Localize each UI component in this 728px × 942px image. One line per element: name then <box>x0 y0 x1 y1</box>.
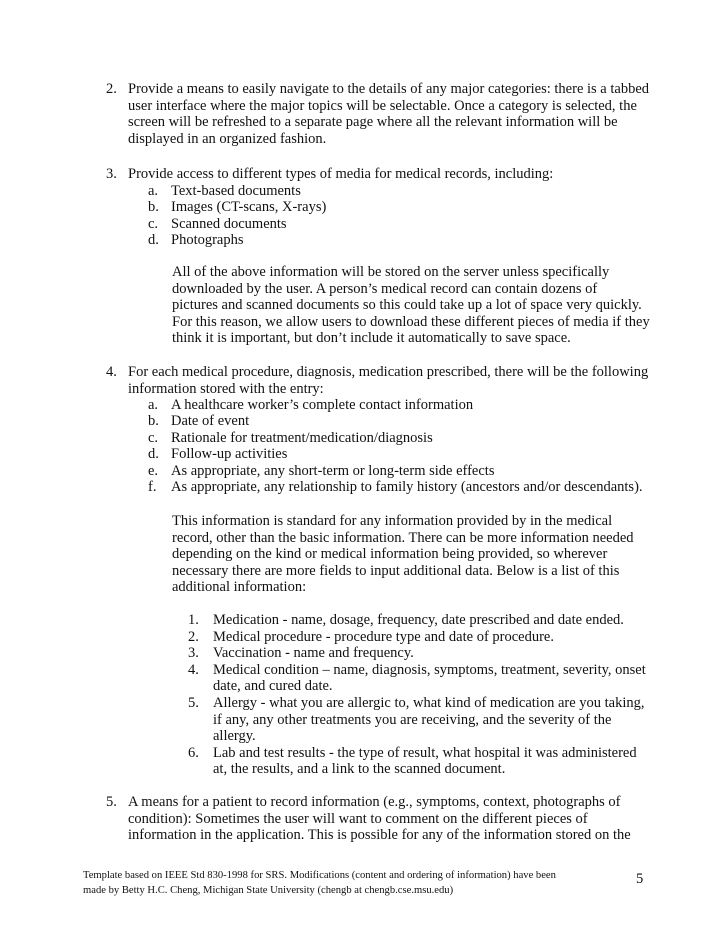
paragraph-line: This information is standard for any information provided by in the medical <box>172 513 613 529</box>
item-text-line: user interface where the major topics will be selectable. Once a category is selected, the <box>128 97 637 114</box>
list-item: 6. Lab and test results - the type of result, what hospital it was administered at, the results, and a link to the scanned document. <box>188 744 637 778</box>
footer-line: made by Betty H.C. Cheng, Michigan State University (chengb at chengb.cse.msu.edu) <box>83 885 454 896</box>
paragraph-line: All of the above information will be stored on the server unless specifically <box>172 264 610 280</box>
item-number: 3. <box>106 166 117 182</box>
list-item-2 <box>106 81 666 147</box>
document-page: 2. Provide a means to easily navigate to the details of any major categories: there is a tabbed user interface where the major topics will be selectable. Once a category is selected, the screen will be refreshed to a separate page where all the relevant information will be displayed in an organized fashion. 3. Provide access to different types of media for medical records, including: a. Text-based documents b. Images (CT-scans, X-rays) c. Scanned documents d. Photographs All of the above information will be stored on the server unless specifically downloaded by the user. A person’s medical record can contain dozens of pictures and scanned documents so this could take up a lot of space very quickly. For this reason, we allow users to download these different pieces of media if they think it is important, but don’t include it automatically to save space. 4. For each medical procedure, diagnosis, medication prescribed, there will be the following information stored with the entry: a. A healthcare worker’s complete contact information b. Date of event c. Rationale for treatment/medication/diagnosis d. Follow-up activities e. As appropriate, any short-term or long-term side effects f. As appropriate, any relationship to family history (ancestors and/or descendants). This information is standard for any information provided by in the medical record, other than the basic information. There can be more information needed depending on the kind or medical information being provided, so wherever necessary there are more fields to input additional data. Below is a list of this additional information: 1. Medication - name, dosage, frequency, date prescribed and date ended. 2. Medical procedure - procedure type and date of procedure. 3. Vaccination - name and frequency. 4. Medical condition – name, diagnosis, symptoms, treatment, severity, onset date, and cured date. 5. Allergy - what you are allergic to, what kind of medication are you taking, if any, any other treatments you are receiving, and the severity of the allergy. 6. Lab and test results - the type of result, what hospital it was administered at, the results, and a link to the scanned document. 5. A means for a patient to record information (e.g., symptoms, context, photographs of condition): Sometimes the user will want to comment on the different pieces of information in the application. This is possible for any of the information stored on the Template based on IEEE Std 830-1998 for SRS. Modifications (content and ordering of information) have been made by Betty H.C. Cheng, Michigan State University (chengb at chengb.cse.msu.edu) 5 <box>0 0 728 942</box>
list-item: 5. Allergy - what you are allergic to, what kind of medication are you taking, if any, any other treatments you are receiving, and the severity of the allergy. <box>188 694 645 745</box>
item-text-line: screen will be refreshed to a separate page where all the relevant information will be <box>128 114 618 131</box>
additional-info-list <box>188 612 646 778</box>
item-text-line: Provide access to different types of media for medical records, including: <box>128 166 554 182</box>
paragraph-line: think it is important, but don’t include it automatically to save space. <box>172 330 571 346</box>
paragraph-line: record, other than the basic information. There can be more information needed <box>172 529 634 546</box>
paragraph-line: For this reason, we allow users to download these different pieces of media if they <box>172 313 650 330</box>
item-number: 2. <box>106 81 117 97</box>
item-text-line: displayed in an organized fashion. <box>128 130 327 147</box>
storage-paragraph <box>172 264 650 347</box>
list-item: 4. Medical condition – name, diagnosis, symptoms, treatment, severity, onset date, and cured date. <box>188 661 646 695</box>
item-number: 5. <box>106 794 117 810</box>
list-item: 2. Medical procedure - procedure type and date of procedure. <box>188 628 554 645</box>
paragraph-line: additional information: <box>172 579 307 595</box>
list-item-3 <box>106 166 666 183</box>
standard-info-paragraph <box>172 513 634 596</box>
item-text-line: information in the application. This is possible for any of the information stored on the <box>128 827 631 844</box>
paragraph-line: depending on the kind or medical information being provided, so wherever <box>172 546 608 562</box>
item-text-line: Provide a means to easily navigate to the details of any major categories: there is a tabbed <box>128 81 650 97</box>
list-item: 1. Medication - name, dosage, frequency, date prescribed and date ended. <box>188 612 624 628</box>
item-text-line: A means for a patient to record information (e.g., symptoms, context, photographs of <box>128 794 621 810</box>
item-text-line: condition): Sometimes the user will want to comment on the different pieces of <box>128 810 588 827</box>
page-footer <box>83 868 623 898</box>
paragraph-line: pictures and scanned documents so this could take up a lot of space very quickly. <box>172 297 642 313</box>
list-item-5 <box>106 794 666 844</box>
footer-line: Template based on IEEE Std 830-1998 for SRS. Modifications (content and ordering of information) have been <box>83 870 556 881</box>
paragraph-line: downloaded by the user. A person’s medical record can contain dozens of <box>172 280 598 297</box>
paragraph-line: necessary there are more fields to input additional data. Below is a list of this <box>172 562 620 579</box>
item-text-line: For each medical procedure, diagnosis, medication prescribed, there will be the following <box>128 364 649 380</box>
list-item-4 <box>106 364 666 397</box>
item-text-line: information stored with the entry: <box>128 380 324 397</box>
list-item: 3. Vaccination - name and frequency. <box>188 645 414 662</box>
page-number: 5 <box>636 871 644 887</box>
item-number: 4. <box>106 364 117 380</box>
